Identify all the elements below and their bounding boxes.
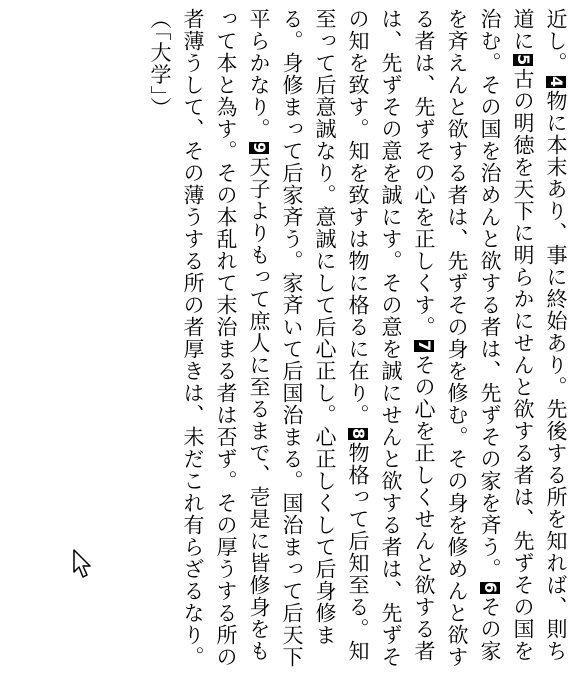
text-segment: 物格って后知至る。知至って后意誠なり。意誠にして后心正し。心正しくして后身修まる。身修まって后家斉う。家斉いて后国治まる。国治まって后天下平らかなり。 bbox=[247, 8, 370, 668]
paragraph-number-6: 6 bbox=[481, 582, 500, 595]
paragraph-number-9: 9 bbox=[250, 142, 269, 155]
text-segment: その心を正しくせんと欲する者は、先ずその意を誠にす。その意を誠にせんと欲する者は、先ずその知を致す。知を致すは物に格るに在り。 bbox=[346, 8, 436, 668]
paragraph-number-5: 5 bbox=[514, 54, 533, 67]
text-segment: 天子よりもって庶人に至るまで、壱是に皆修身をもって本と為す。その本乱れて末治まる者は否ず。その厚うする所の者薄うして、その薄うする所の者厚きは、未だこれ有らざるなり。 bbox=[181, 8, 271, 668]
text-segment: 物に本末あり、事に終始あり。先後する所を知れば、則ち道に bbox=[511, 8, 568, 663]
text-segment: その家を斉えんと欲する者は、先ずその身を修む。その身を修めんと欲する者は、先ずその心を正しくす。 bbox=[412, 8, 502, 668]
vertical-text-passage bbox=[143, 8, 572, 672]
text-segment: 近し。 bbox=[544, 8, 568, 74]
paragraph-number-7: 7 bbox=[415, 340, 434, 353]
mouse-pointer-icon bbox=[73, 549, 93, 579]
text-segment: 古の明徳を天下に明らかにせんと欲する者は、先ずその国を治む。その国を治めんと欲する者は、先ずその家を斉う。 bbox=[478, 8, 535, 663]
paragraph-number-8: 8 bbox=[349, 428, 368, 441]
paragraph-number-4: 4 bbox=[547, 76, 566, 89]
source-citation: （「大学」） bbox=[148, 8, 172, 119]
